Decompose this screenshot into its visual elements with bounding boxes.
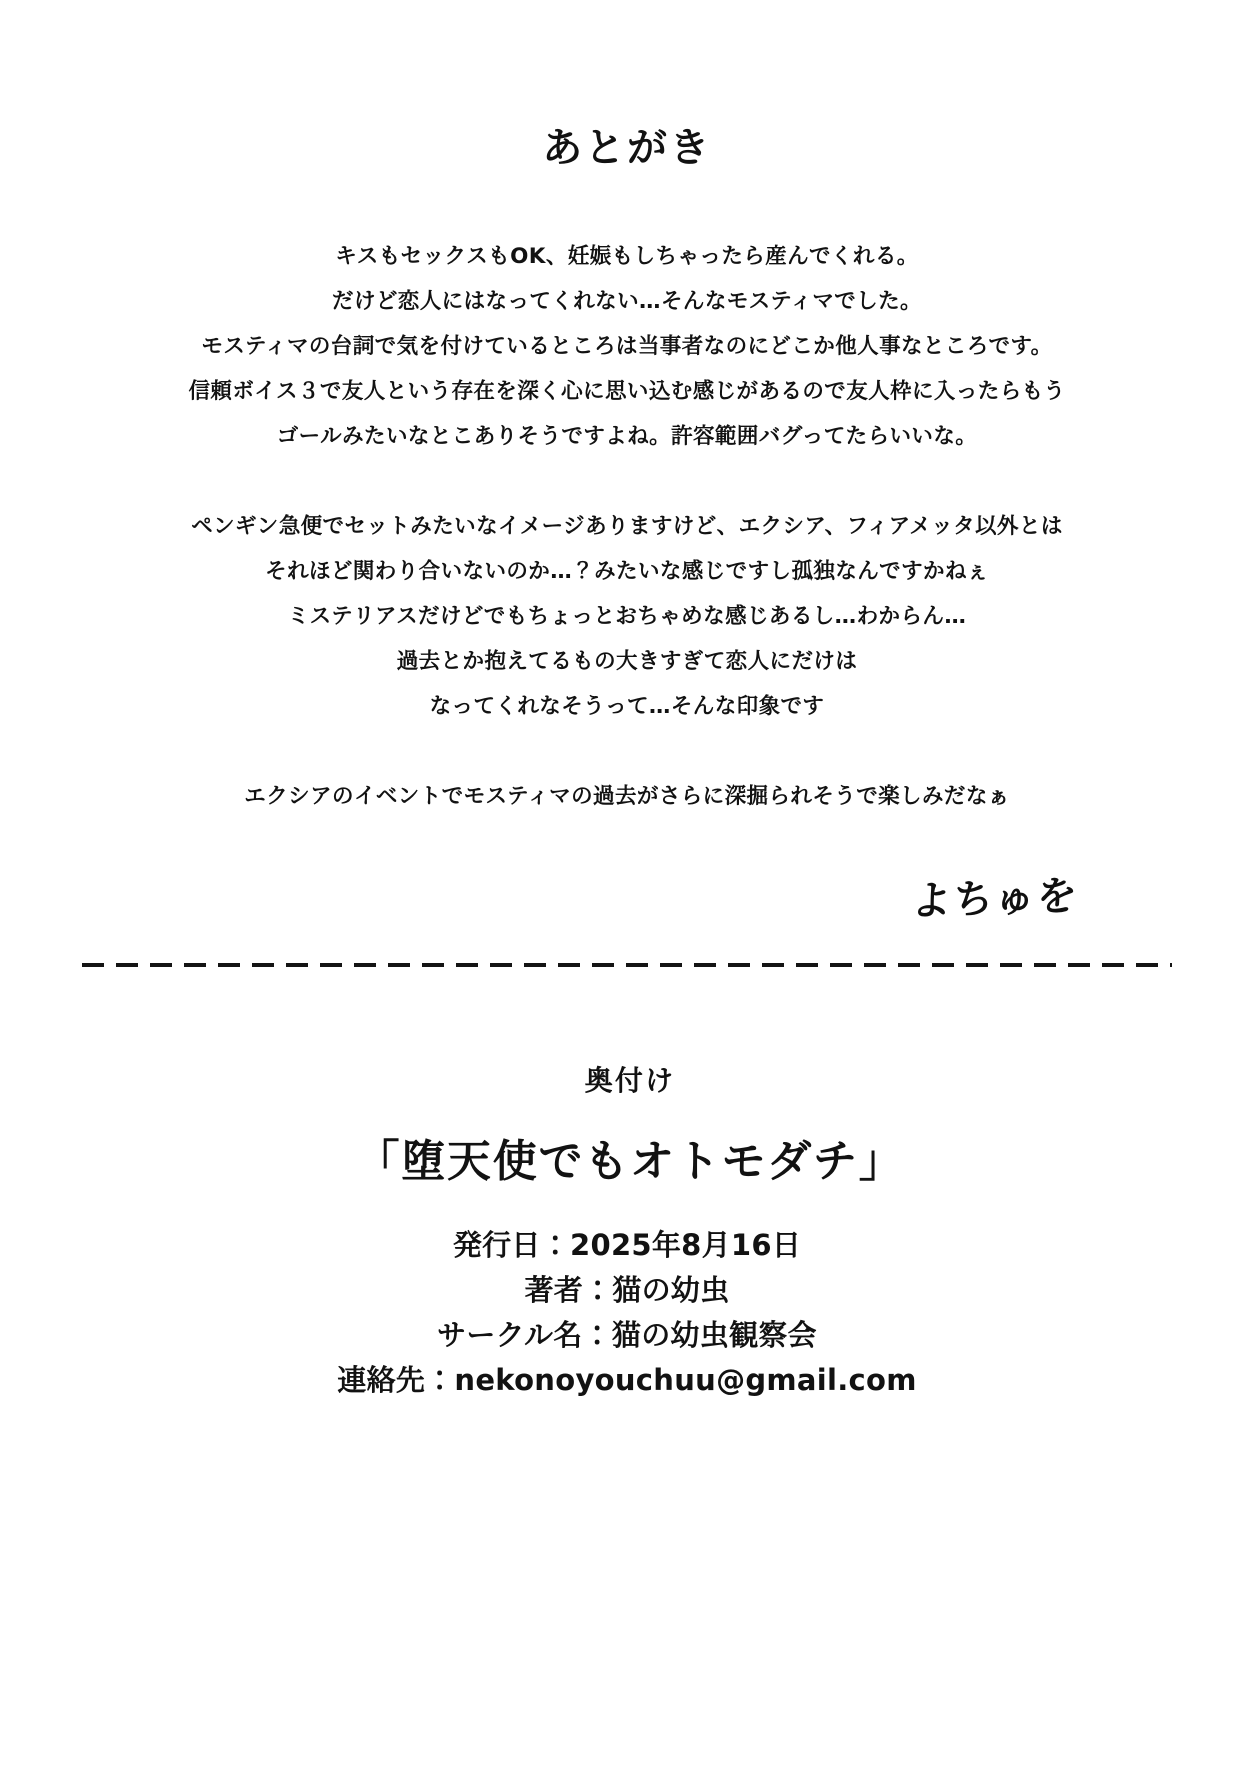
dashed-divider [82, 963, 1172, 967]
paragraph-spacer [0, 729, 1254, 774]
contact-email: 連絡先：nekonoyouchuu@gmail.com [337, 1363, 917, 1397]
afterword-line: エクシアのイベントでモスティマの過去がさらに深掘られそうで楽しみだなぁ [244, 784, 1010, 809]
colophon [0, 1059, 1254, 1403]
afterword-line: キスもセックスもOK、妊娠もしちゃったら産んでくれる。 [335, 244, 919, 269]
signature-row [0, 867, 1254, 937]
work-title: 「堕天使でもオトモダチ」 [355, 1136, 905, 1187]
afterword-line: 信頼ボイス３で友人という存在を深く心に思い込む感じがあるので友人枠に入ったらもう [188, 379, 1066, 404]
afterword-line: だけど恋人にはなってくれない…そんなモスティマでした。 [332, 289, 922, 314]
colophon-label: 奥付け [584, 1064, 676, 1097]
afterword-body [0, 234, 1254, 819]
afterword-line: モスティマの台詞で気を付けているところは当事者なのにどこか他人事なところです。 [201, 334, 1053, 359]
colophon-details [0, 1223, 1254, 1403]
afterword-line: なってくれなそうって…そんな印象です [429, 694, 825, 719]
afterword-line: それほど関わり合いないのか…？みたいな感じですし孤独なんですかねぇ [265, 559, 989, 584]
afterword-line: ペンギン急便でセットみたいなイメージありますけど、エクシア、フィアメッタ以外とは [191, 514, 1063, 539]
author-signature: よちゅを [909, 873, 1080, 925]
afterword-line: ゴールみたいなとこありそうですよね。許容範囲バグってたらいいな。 [276, 424, 978, 449]
page-title: あとがき [542, 125, 712, 171]
afterword-line: 過去とか抱えてるもの大きすぎて恋人にだけは [396, 649, 858, 674]
circle-name: サークル名：猫の幼虫観察会 [437, 1318, 817, 1352]
paragraph-spacer [0, 459, 1254, 504]
author-name: 著者：猫の幼虫 [524, 1273, 730, 1307]
afterword-line: ミステリアスだけどでもちょっとおちゃめな感じあるし…わからん… [287, 604, 967, 629]
publication-date: 発行日：2025年8月16日 [452, 1228, 802, 1262]
